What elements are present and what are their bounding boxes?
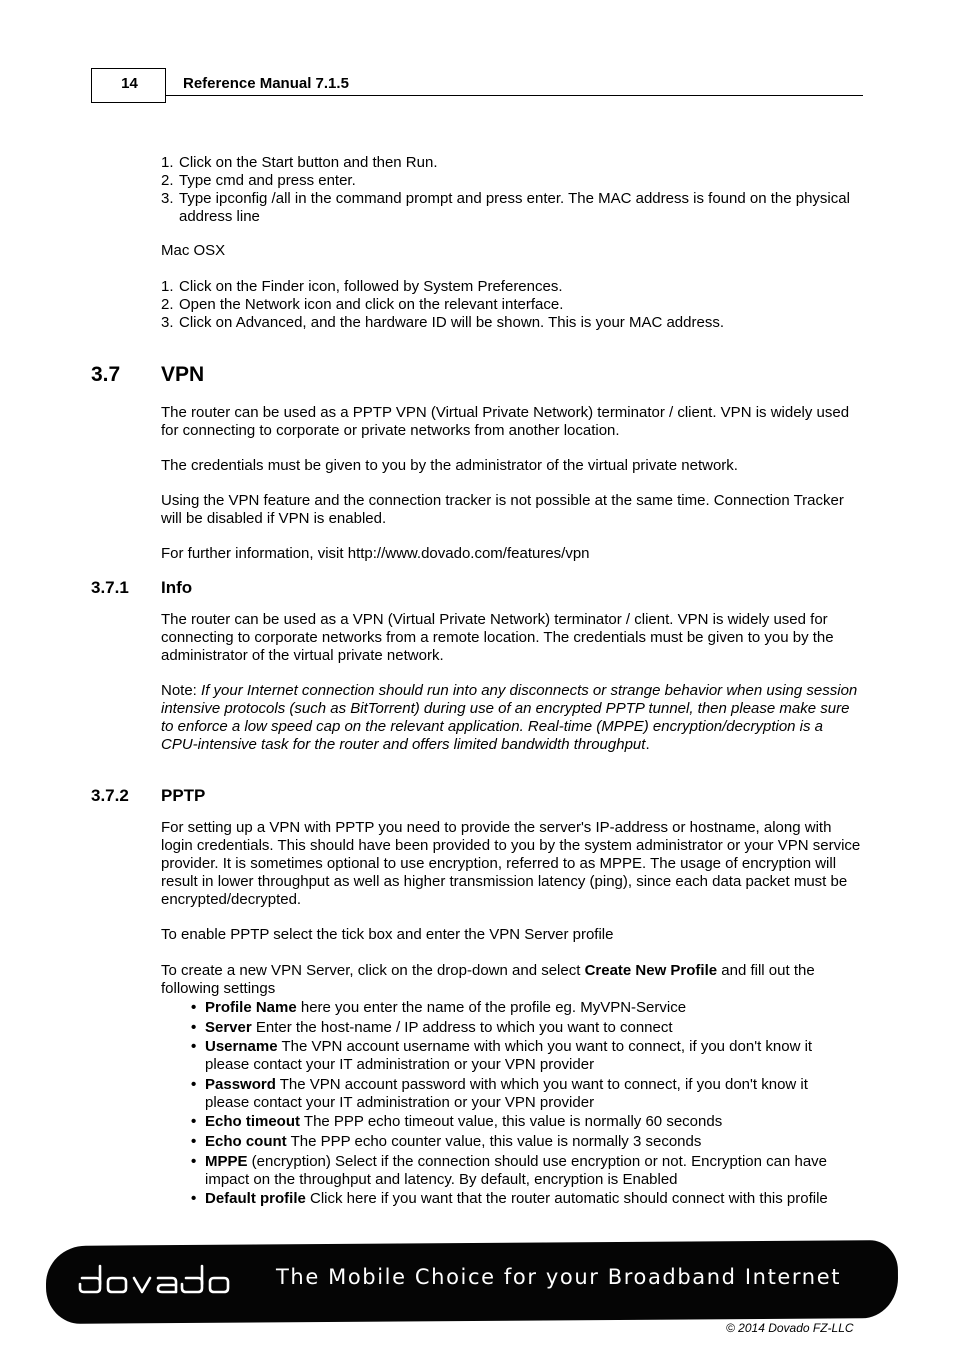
paragraph: To enable PPTP select the tick box and enter the VPN Server profile	[161, 926, 614, 943]
windows-steps-list	[161, 154, 861, 226]
section-heading-pptp: 3.7.2 PPTP	[91, 786, 206, 805]
paragraph: For further information, visit http://www.dovado.com/features/vpn	[161, 545, 590, 562]
running-title: Reference Manual 7.1.5	[183, 75, 349, 92]
footer-tagline: The Mobile Choice for your Broadband Internet	[276, 1265, 842, 1289]
list-item: • Server Enter the host-name / IP address to which you want to connect	[191, 1018, 673, 1036]
dovado-logo	[78, 1258, 233, 1298]
mac-steps-list	[161, 278, 861, 332]
paragraph: To create a new VPN Server, click on the drop-down and select Create New Profile and fill out the following settings	[161, 962, 815, 997]
note-paragraph: Note: If your Internet connection should run into any disconnects or strange behavior when using session intensive protocols (such as BitTorrent) during use of an encrypted PPTP tunnel, then please make sure to enforce a low speed cap on the relevant application. Real-time (MPPE) encryption/decryption is a CPU-intensive task for the router and offers limited bandwidth throughput.	[161, 682, 858, 753]
list-item: 2. Open the Network icon and click on the relevant interface.	[161, 296, 564, 313]
list-item: 1. Click on the Finder icon, followed by System Preferences.	[161, 278, 563, 295]
list-item: • Password The VPN account password with which you want to connect, if you don't know it please contact your IT administration or your VPN provider	[191, 1075, 808, 1111]
paragraph: The credentials must be given to you by the administrator of the virtual private network.	[161, 457, 738, 474]
list-item: 2. Type cmd and press enter.	[161, 172, 356, 189]
list-item: 3. Click on Advanced, and the hardware ID will be shown. This is your MAC address.	[161, 314, 724, 331]
paragraph: Using the VPN feature and the connection tracker is not possible at the same time. Connection Tracker will be disabled if VPN is enabled.	[161, 492, 844, 527]
page-number: 14	[121, 75, 138, 92]
list-item: 1. Click on the Start button and then Run.	[161, 154, 438, 171]
list-item: 3. Type ipconfig /all in the command prompt and press enter. The MAC address is found on the physical address line	[161, 190, 850, 225]
list-item: • Echo timeout The PPP echo timeout value, this value is normally 60 seconds	[191, 1113, 723, 1131]
mac-heading: Mac OSX	[161, 242, 226, 259]
paragraph: The router can be used as a PPTP VPN (Virtual Private Network) terminator / client. VPN is widely used for connecting to corporate or private networks from another location.	[161, 404, 850, 439]
section-heading-info: 3.7.1 Info	[91, 578, 193, 597]
list-item: • MPPE (encryption) Select if the connection should use encryption or not. Encryption can have impact on the throughput and latency. By default, encryption is Enabled	[191, 1152, 828, 1188]
list-item: • Default profile Click here if you want that the router automatic should connect with this profile	[191, 1190, 828, 1208]
copyright: © 2014 Dovado FZ-LLC	[726, 1321, 854, 1335]
header-rule	[166, 95, 863, 96]
list-item: • Username The VPN account username with which you want to connect, if you don't know it please contact your IT administration or your VPN provider	[191, 1038, 813, 1074]
section-heading-vpn: 3.7 VPN	[91, 363, 205, 386]
create-new-profile-label: Create New Profile	[584, 962, 718, 979]
note-text: If your Internet connection should run into any disconnects or strange behavior when using session intensive protocols (such as BitTorrent) during use of an encrypted PPTP tunnel, then please make sure to enforce a low speed cap on the relevant application. Real-time (MPPE) encryption/decryption is a CPU-intensive task for the router and offers limited bandwidth throughput	[161, 682, 858, 753]
list-item: • Profile Name here you enter the name of the profile eg. MyVPN-Service	[191, 999, 687, 1016]
paragraph: The router can be used as a VPN (Virtual Private Network) terminator / client. VPN is widely used for connecting to corporate networks from a remote location. The credentials must be given to you by the administrator of the virtual private network.	[161, 611, 834, 664]
settings-list	[191, 999, 856, 1210]
list-item: • Echo count The PPP echo counter value, this value is normally 3 seconds	[191, 1132, 702, 1150]
note-label: Note:	[161, 682, 202, 699]
paragraph: For setting up a VPN with PPTP you need to provide the server's IP-address or hostname, along with login credentials. This should have been provided to you by the system administrator or your VPN service provider. It is sometimes optional to use encryption, referred to as MPPE. The usage of encryption will result in lower throughput as well as higher transmission latency (ping), since each data packet must be encrypted/decrypted.	[161, 819, 861, 908]
